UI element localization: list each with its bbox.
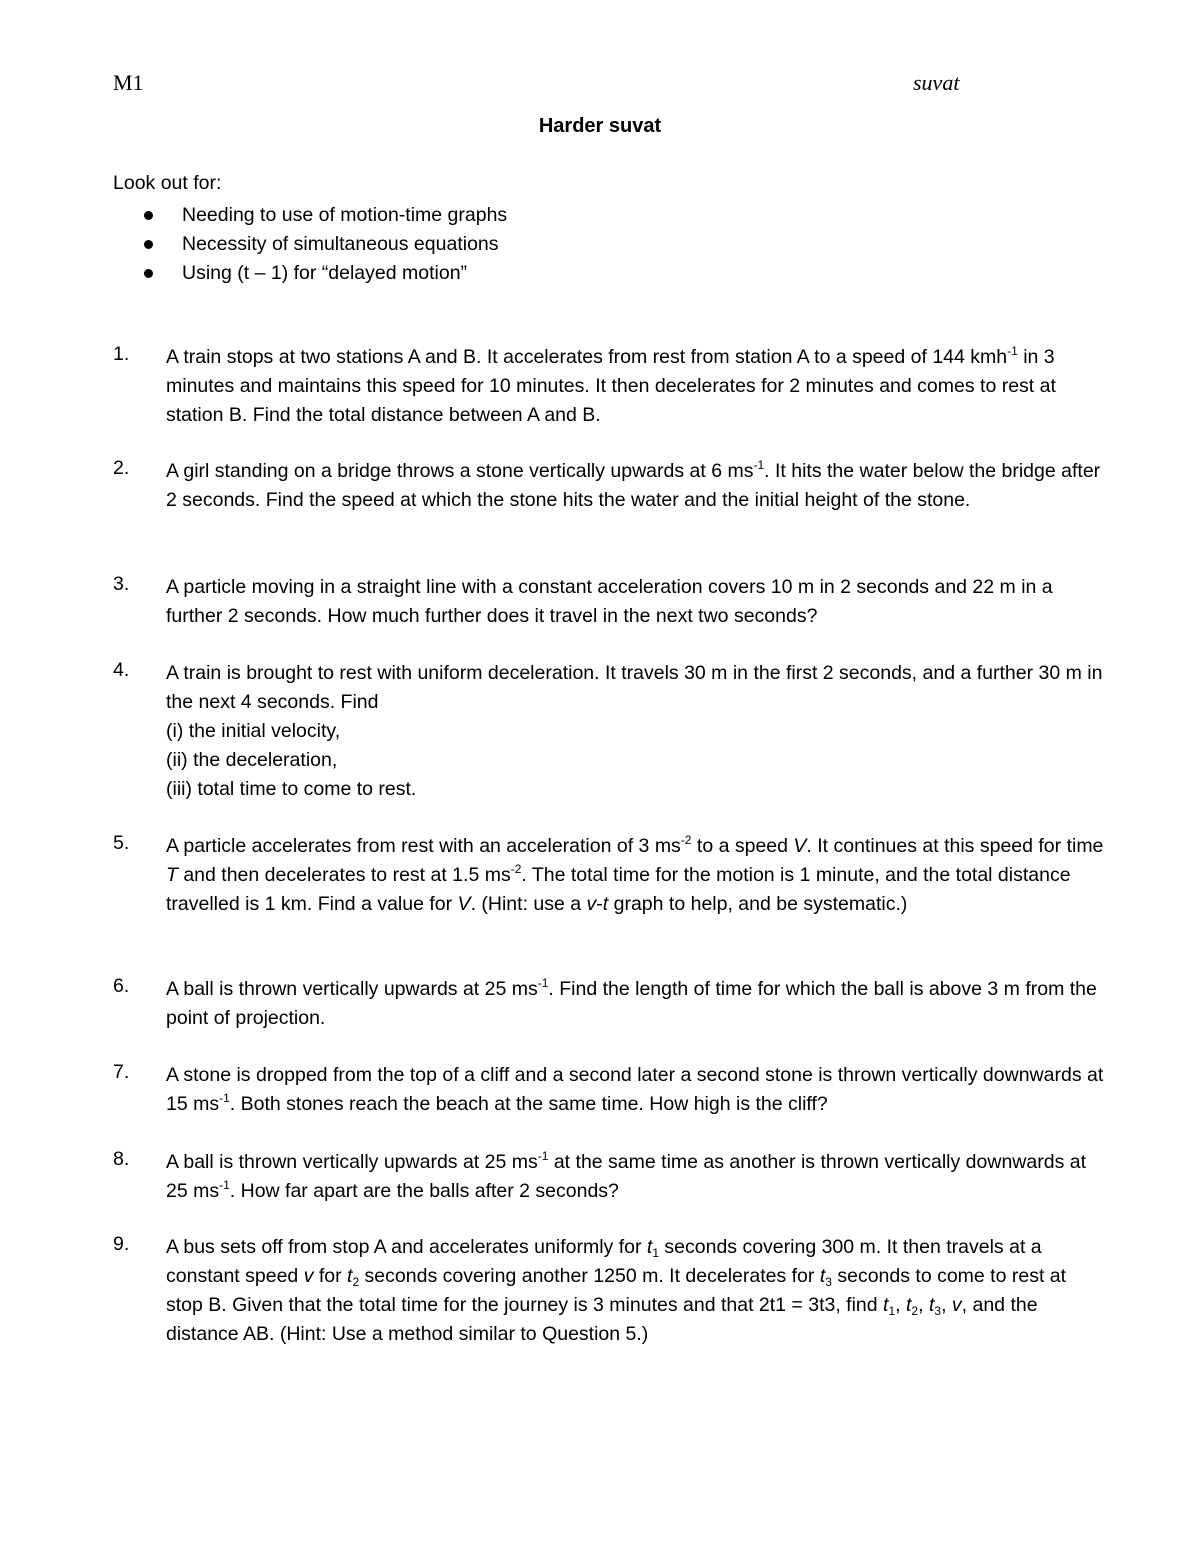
bullet-icon xyxy=(144,211,153,220)
bullet-icon xyxy=(144,240,153,249)
tip-item xyxy=(140,230,507,259)
question-part: (iii) total time to come to rest. xyxy=(166,778,417,800)
question-text-block xyxy=(166,659,1106,804)
tip-text: Using (t – 1) for “delayed motion” xyxy=(182,262,468,284)
question-text: A particle moving in a straight line with a constant acceleration covers 10 m in 2 seconds and 22 m in a further 2 seconds. How much further does it travel in the next two seconds? xyxy=(166,576,1053,627)
question-number: 3. xyxy=(113,573,130,595)
question-part: (i) the initial velocity, xyxy=(166,720,341,742)
tip-item xyxy=(140,259,507,288)
question-number: 6. xyxy=(113,975,130,997)
question-text: A train stops at two stations A and B. It accelerates from rest from station A to a speed of 144 kmh$^{-1}$ in 3 minutes and maintains this speed for 10 minutes. It then decelerates for 2 minutes and comes to rest at station B. Find the total distance between A and B. xyxy=(166,344,1056,426)
tip-text: Needing to use of motion-time graphs xyxy=(182,204,508,226)
bullet-icon xyxy=(144,269,153,278)
question-text: A train is brought to rest with uniform deceleration. It travels 30 m in the first 2 seconds, and a further 30 m in the next 4 seconds. Find xyxy=(166,662,1103,713)
tip-item xyxy=(140,201,507,230)
question-number: 4. xyxy=(113,659,130,681)
header-topic: suvat xyxy=(913,70,960,95)
question-text: A particle accelerates from rest with an acceleration of 3 $ms^{-2}$ to a speed V. It continues at this speed for time T and then decelerates to rest at 1.5 $ms^{-2}$. The total time for the motion is 1 minute, and the total distance travelled is 1 km. Find a value for V. (Hint: use a v-t graph to help, and be systematic.) xyxy=(166,833,1104,915)
question-text: A bus sets off from stop A and accelerates uniformly for $t_1$ seconds covering 300 m. It then travels at a constant speed v for $t_2$ seconds covering another 1250 m. It decelerates for $t_3$ seconds to come to rest at stop B. Given that the total time for the journey is 3 minutes and that 2t1 = 3t3, find $t_1$, $t_2$, $t_3$, v, and the distance AB. (Hint: Use a method similar to Question 5.) xyxy=(166,1236,1067,1345)
tip-text: Necessity of simultaneous equations xyxy=(182,233,499,255)
header-module: M1 xyxy=(113,70,144,95)
question-number: 2. xyxy=(113,457,130,479)
tips-list xyxy=(140,201,507,288)
question-number: 9. xyxy=(113,1233,130,1255)
question-number: 7. xyxy=(113,1061,130,1083)
question-text: A stone is dropped from the top of a cliff and a second later a second stone is thrown vertically downwards at 15 $ms^{-1}$. Both stones reach the beach at the same time. How high is the cliff? xyxy=(166,1064,1104,1115)
intro-text: Look out for: xyxy=(113,172,222,194)
question-part: (ii) the deceleration, xyxy=(166,749,338,771)
page-title: Harder suvat xyxy=(538,115,662,137)
question-text: A ball is thrown vertically upwards at 25 $ms^{-1}$ at the same time as another is thrown vertically downwards at 25 $ms^{-1}$. How far apart are the balls after 2 seconds? xyxy=(166,1149,1086,1202)
question-text: A girl standing on a bridge throws a stone vertically upwards at 6 $ms^{-1}$. It hits the water below the bridge after 2 seconds. Find the speed at which the stone hits the water and the initial height of the stone. xyxy=(166,458,1101,511)
question-number: 1. xyxy=(113,343,130,365)
question-number: 8. xyxy=(113,1148,130,1170)
question-number: 5. xyxy=(113,832,130,854)
question-text: A ball is thrown vertically upwards at 25 $ms^{-1}$. Find the length of time for which the ball is above 3 m from the point of projection. xyxy=(166,976,1097,1029)
